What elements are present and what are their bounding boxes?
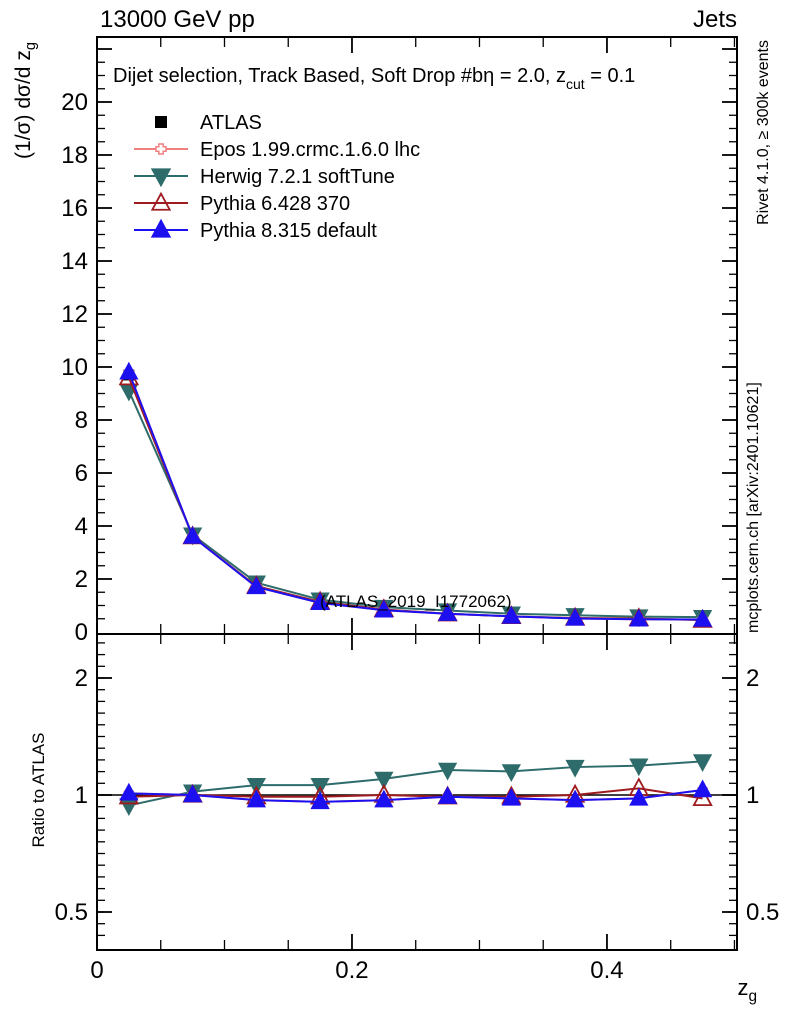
legend-marker-herwig	[152, 169, 169, 185]
ratio-tick-label-right: 2	[746, 665, 760, 692]
legend-item-epos	[134, 139, 420, 161]
legend-label-epos: Epos 1.99.crmc.1.6.0 lhc	[200, 139, 421, 161]
ratio-axis-label: Ratio to ATLAS	[29, 732, 48, 848]
y-tick-label: 0	[74, 619, 88, 646]
series-line-herwig	[129, 391, 703, 617]
ratio-marker-herwig	[631, 759, 647, 774]
ratio-tick-label-right: 1	[746, 782, 760, 809]
y-axis-label-subscript: g	[23, 42, 39, 51]
analysis-group-label: Jets	[692, 6, 737, 33]
series-line-epos	[129, 372, 703, 619]
series-line-pythia	[129, 378, 703, 620]
y-tick-label: 18	[61, 142, 88, 169]
y-tick-label: 8	[74, 407, 88, 434]
y-tick-label: 20	[61, 89, 88, 116]
y-tick-label: 16	[61, 195, 88, 222]
legend-label-pythia: Pythia 6.428 370	[200, 193, 351, 215]
x-tick-label: 0	[90, 957, 104, 984]
legend-marker-atlas	[155, 116, 167, 128]
y-tick-label: 10	[61, 354, 88, 381]
axis-ticks	[98, 38, 736, 949]
x-axis-label	[737, 975, 757, 1005]
legend-label-pythia: Pythia 8.315 default	[200, 220, 377, 242]
ratio-tick-label-left: 2	[74, 665, 88, 692]
main-series	[120, 364, 711, 627]
ratio-marker-pythia	[121, 785, 137, 800]
legend-item-atlas	[155, 112, 262, 134]
legend-marker-pythia	[152, 221, 169, 237]
y-axis-label	[12, 42, 39, 159]
arxiv-note: mcplots.cern.ch [arXiv:2401.10621]	[745, 382, 762, 633]
y-tick-label: 12	[61, 301, 88, 328]
y-tick-label: 2	[74, 566, 88, 593]
legend-item-pythia	[134, 193, 350, 215]
legend-item-pythia	[134, 220, 377, 242]
y-axis-label-main: (1/σ) dσ/d z	[12, 50, 35, 159]
series-marker-pythia	[121, 364, 137, 379]
legend-marker-epos	[156, 144, 166, 154]
plot-title	[113, 65, 635, 92]
x-axis-label-main: z	[737, 975, 749, 1000]
legend	[134, 112, 420, 242]
y-tick-label: 14	[61, 248, 88, 275]
ratio-tick-label-left: 0.5	[54, 899, 88, 926]
beam-energy-label: 13000 GeV pp	[100, 6, 255, 33]
legend-item-herwig	[134, 166, 395, 188]
ratio-marker-pythia	[694, 781, 710, 796]
ratio-marker-herwig	[503, 765, 519, 780]
plot-title-main: Dijet selection, Track Based, Soft Drop #bη = 2.0, z	[113, 65, 567, 87]
series-line-pythia	[129, 372, 703, 619]
y-tick-label: 4	[74, 513, 88, 540]
ratio-tick-label-right: 0.5	[746, 899, 780, 926]
x-axis-label-subscript: g	[748, 988, 757, 1005]
rivet-version-note: Rivet 4.1.0, ≥ 300k events	[755, 40, 772, 225]
ratio-tick-label-left: 1	[74, 782, 88, 809]
x-tick-label: 0.4	[590, 957, 624, 984]
ratio-marker-herwig	[121, 799, 137, 814]
y-tick-label: 6	[74, 460, 88, 487]
plot-title-subscript: cut	[566, 76, 585, 92]
legend-marker-pythia	[152, 194, 169, 210]
legend-label-atlas: ATLAS	[200, 112, 262, 134]
legend-label-herwig: Herwig 7.2.1 softTune	[200, 166, 395, 188]
ratio-series	[120, 755, 711, 814]
x-tick-label: 0.2	[335, 957, 369, 984]
watermark: (ATLAS_2019_I1772062)	[320, 592, 512, 611]
plot-title-suffix: = 0.1	[584, 65, 636, 87]
